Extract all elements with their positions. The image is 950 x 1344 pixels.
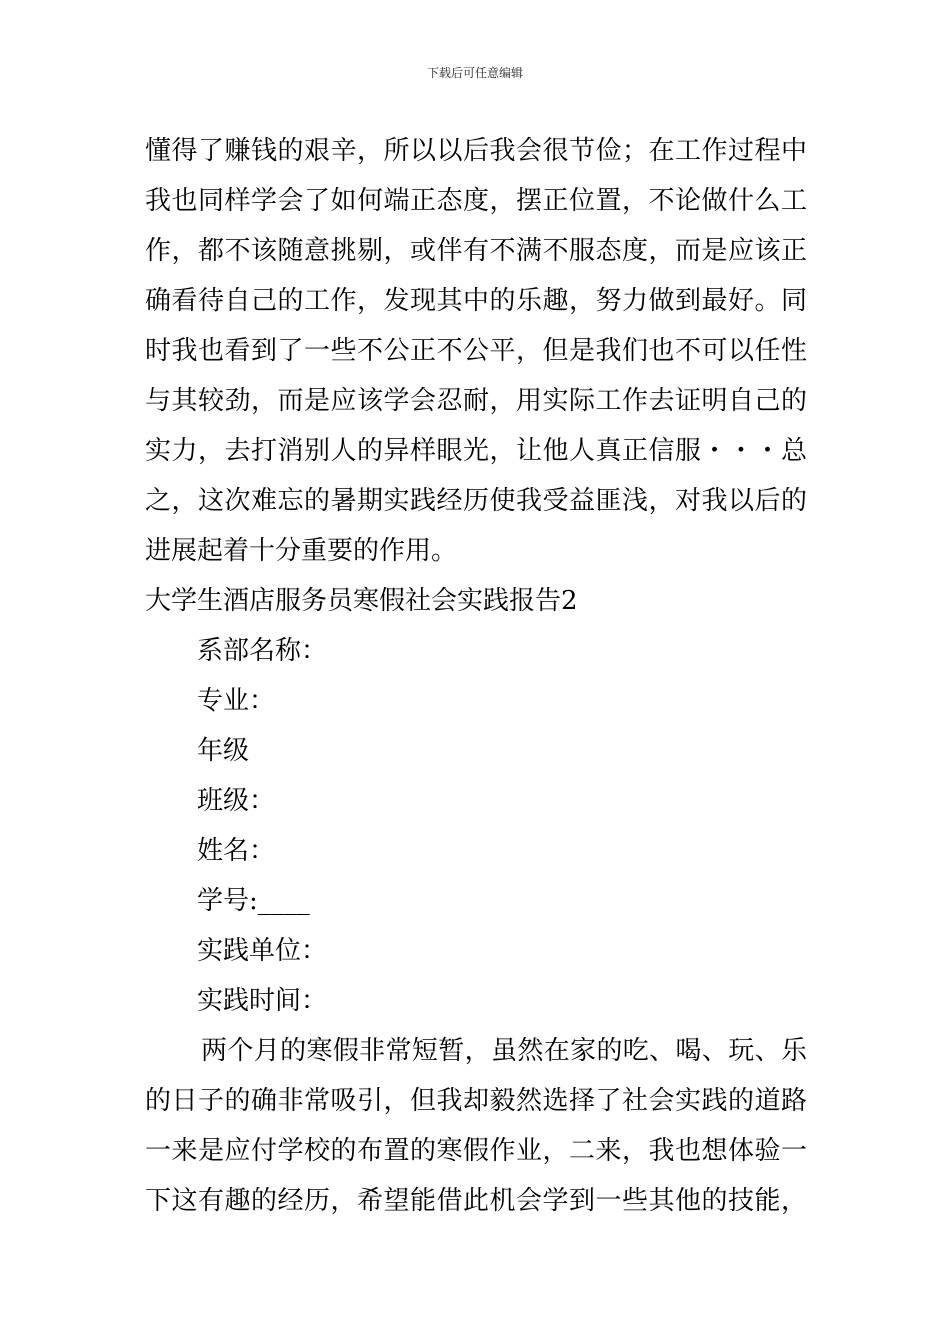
text-line: 我也同样学会了如何端正态度，摆正位置，不论做什么工 bbox=[145, 186, 807, 216]
text-line: 一来是应付学校的布置的寒假作业，二来，我也想体验一 bbox=[145, 1136, 807, 1166]
field-major: 专业： bbox=[197, 686, 276, 716]
field-department: 系部名称： bbox=[197, 636, 328, 666]
text-line: 与其较劲，而是应该学会忍耐，用实际工作去证明自己的 bbox=[145, 386, 807, 416]
text-line: 两个月的寒假非常短暂，虽然在家的吃、喝、玩、乐 bbox=[201, 1036, 807, 1066]
section-title: 大学生酒店服务员寒假社会实践报告2 bbox=[145, 586, 578, 616]
text-line: 实力，去打消别人的异样眼光，让他人真正信服・・・总 bbox=[145, 436, 807, 466]
field-practice-time: 实践时间： bbox=[197, 986, 328, 1016]
text-line: 的日子的确非常吸引，但我却毅然选择了社会实践的道路 bbox=[145, 1086, 807, 1116]
text-line: 下这有趣的经历，希望能借此机会学到一些其他的技能， bbox=[145, 1186, 807, 1216]
field-name: 姓名： bbox=[197, 836, 276, 866]
field-class: 班级： bbox=[197, 786, 276, 816]
text-line: 作，都不该随意挑剔，或伴有不满不服态度，而是应该正 bbox=[145, 236, 807, 266]
page-header-note: 下载后可任意编辑 bbox=[426, 66, 523, 80]
text-line: 确看待自己的工作，发现其中的乐趣，努力做到最好。同 bbox=[145, 286, 807, 316]
document-body bbox=[145, 126, 807, 1226]
paragraph-continuation bbox=[145, 126, 807, 576]
text-line: 进展起着十分重要的作用。 bbox=[145, 536, 458, 566]
text-line: 之，这次难忘的暑期实践经历使我受益匪浅，对我以后的 bbox=[145, 486, 807, 516]
field-grade: 年级 bbox=[197, 736, 250, 766]
paragraph-body bbox=[145, 1026, 807, 1226]
report-fields bbox=[145, 626, 807, 1026]
text-line: 时我也看到了一些不公正不公平，但是我们也不可以任性 bbox=[145, 336, 807, 366]
field-practice-unit: 实践单位： bbox=[197, 936, 328, 966]
text-line: 懂得了赚钱的艰辛，所以以后我会很节俭；在工作过程中 bbox=[145, 136, 807, 166]
field-student-id: 学号:____ bbox=[197, 886, 310, 916]
